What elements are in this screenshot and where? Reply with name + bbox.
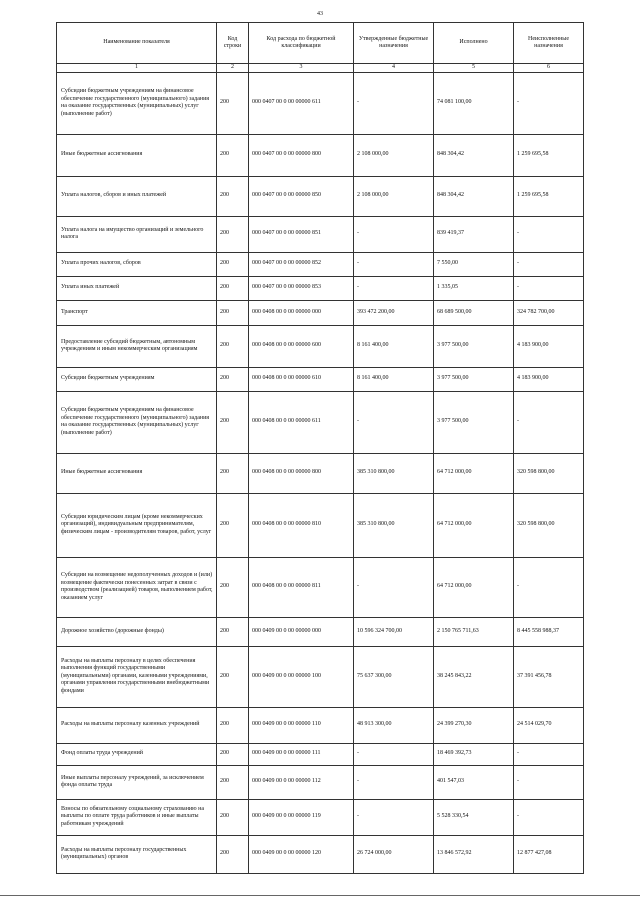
row-expense-code: 000 0409 00 0 00 00000 111 <box>249 743 354 765</box>
row-line-code: 200 <box>217 557 249 617</box>
row-unexecuted-amount: 324 782 700,00 <box>514 300 584 325</box>
row-executed-amount: 64 712 000,00 <box>434 493 514 557</box>
row-line-code: 200 <box>217 493 249 557</box>
column-number: 4 <box>354 64 434 73</box>
row-unexecuted-amount: 320 598 800,00 <box>514 493 584 557</box>
page-number: 43 <box>317 11 323 17</box>
row-executed-amount: 18 469 392,73 <box>434 743 514 765</box>
row-approved-amount: - <box>354 799 434 835</box>
row-unexecuted-amount: - <box>514 391 584 453</box>
row-indicator-name: Иные бюджетные ассигнования <box>57 453 217 493</box>
row-line-code: 200 <box>217 799 249 835</box>
row-indicator-name: Уплата налога на имущество организаций и земельного налога <box>57 216 217 252</box>
row-approved-amount: 2 108 000,00 <box>354 134 434 176</box>
table-row <box>57 557 584 617</box>
table-row <box>57 391 584 453</box>
row-indicator-name: Расходы на выплаты персоналу казенных учреждений <box>57 707 217 743</box>
row-executed-amount: 848 304,42 <box>434 134 514 176</box>
row-approved-amount: 48 913 300,00 <box>354 707 434 743</box>
column-number: 6 <box>514 64 584 73</box>
row-line-code: 200 <box>217 835 249 873</box>
row-expense-code: 000 0409 00 0 00 00000 112 <box>249 765 354 799</box>
row-unexecuted-amount: 1 259 695,58 <box>514 176 584 216</box>
row-expense-code: 000 0409 00 0 00 00000 120 <box>249 835 354 873</box>
table-row <box>57 493 584 557</box>
row-approved-amount: - <box>354 216 434 252</box>
row-executed-amount: 3 977 500,00 <box>434 391 514 453</box>
table-row <box>57 367 584 391</box>
row-approved-amount: 2 108 000,00 <box>354 176 434 216</box>
row-indicator-name: Субсидии на возмещение недополученных доходов и (или) возмещение фактически понесенных затрат в связи с производством (реализацией) товаров, выполнением работ, оказанием услуг <box>57 557 217 617</box>
row-line-code: 200 <box>217 617 249 646</box>
row-unexecuted-amount: 12 877 427,08 <box>514 835 584 873</box>
table-row <box>57 276 584 300</box>
row-indicator-name: Иные бюджетные ассигнования <box>57 134 217 176</box>
row-line-code: 200 <box>217 743 249 765</box>
row-expense-code: 000 0407 00 0 00 00000 611 <box>249 72 354 134</box>
row-unexecuted-amount: - <box>514 557 584 617</box>
row-approved-amount: 8 161 400,00 <box>354 367 434 391</box>
table-row <box>57 835 584 873</box>
table-row <box>57 252 584 276</box>
row-indicator-name: Уплата налогов, сборов и иных платежей <box>57 176 217 216</box>
row-approved-amount: 26 724 000,00 <box>354 835 434 873</box>
header-expense-code: Код расхода по бюджетной классификации <box>249 23 354 64</box>
row-approved-amount: 393 472 200,00 <box>354 300 434 325</box>
row-expense-code: 000 0407 00 0 00 00000 852 <box>249 252 354 276</box>
column-number: 2 <box>217 64 249 73</box>
row-approved-amount: - <box>354 252 434 276</box>
row-executed-amount: 3 977 500,00 <box>434 367 514 391</box>
row-indicator-name: Субсидии бюджетным учреждениям на финансовое обеспечение государственного (муниципального) задания на оказание государственных (муниципальных) услуг (выполнение работ) <box>57 72 217 134</box>
row-unexecuted-amount: 1 259 695,58 <box>514 134 584 176</box>
row-expense-code: 000 0409 00 0 00 00000 119 <box>249 799 354 835</box>
row-unexecuted-amount: 8 445 558 988,37 <box>514 617 584 646</box>
row-unexecuted-amount: - <box>514 72 584 134</box>
table-row <box>57 300 584 325</box>
header-line-code: Код строки <box>217 23 249 64</box>
row-indicator-name: Предоставление субсидий бюджетным, автономным учреждениям и иным некоммерческим организациям <box>57 325 217 367</box>
row-approved-amount: - <box>354 391 434 453</box>
row-indicator-name: Иные выплаты персоналу учреждений, за исключением фонда оплаты труда <box>57 765 217 799</box>
row-executed-amount: 1 335,05 <box>434 276 514 300</box>
row-line-code: 200 <box>217 300 249 325</box>
row-unexecuted-amount: 37 391 456,78 <box>514 646 584 707</box>
row-expense-code: 000 0409 00 0 00 00000 110 <box>249 707 354 743</box>
row-approved-amount: 8 161 400,00 <box>354 325 434 367</box>
row-executed-amount: 64 712 000,00 <box>434 557 514 617</box>
row-unexecuted-amount: - <box>514 252 584 276</box>
row-expense-code: 000 0408 00 0 00 00000 611 <box>249 391 354 453</box>
table-row <box>57 134 584 176</box>
budget-execution-table <box>56 22 584 874</box>
table-row <box>57 176 584 216</box>
table-row <box>57 765 584 799</box>
header-unexecuted: Неисполненные назначения <box>514 23 584 64</box>
page-bottom-rule <box>0 895 640 896</box>
row-approved-amount: - <box>354 743 434 765</box>
row-unexecuted-amount: 4 183 900,00 <box>514 367 584 391</box>
row-indicator-name: Расходы на выплаты персоналу государственных (муниципальных) органов <box>57 835 217 873</box>
row-executed-amount: 839 419,37 <box>434 216 514 252</box>
row-unexecuted-amount: 24 514 029,70 <box>514 707 584 743</box>
row-line-code: 200 <box>217 391 249 453</box>
row-unexecuted-amount: - <box>514 765 584 799</box>
row-line-code: 200 <box>217 176 249 216</box>
row-executed-amount: 13 846 572,92 <box>434 835 514 873</box>
row-approved-amount: - <box>354 72 434 134</box>
row-executed-amount: 24 399 270,30 <box>434 707 514 743</box>
table-body <box>57 72 584 873</box>
row-expense-code: 000 0407 00 0 00 00000 853 <box>249 276 354 300</box>
row-expense-code: 000 0407 00 0 00 00000 800 <box>249 134 354 176</box>
row-executed-amount: 3 977 500,00 <box>434 325 514 367</box>
row-line-code: 200 <box>217 252 249 276</box>
header-approved: Утвержденные бюджетные назначения <box>354 23 434 64</box>
row-executed-amount: 64 712 000,00 <box>434 453 514 493</box>
row-line-code: 200 <box>217 707 249 743</box>
row-line-code: 200 <box>217 216 249 252</box>
table-row <box>57 707 584 743</box>
row-unexecuted-amount: 320 598 800,00 <box>514 453 584 493</box>
row-expense-code: 000 0408 00 0 00 00000 811 <box>249 557 354 617</box>
row-indicator-name: Субсидии бюджетным учреждениям <box>57 367 217 391</box>
row-line-code: 200 <box>217 325 249 367</box>
row-executed-amount: 401 547,03 <box>434 765 514 799</box>
row-expense-code: 000 0407 00 0 00 00000 851 <box>249 216 354 252</box>
row-unexecuted-amount: - <box>514 743 584 765</box>
row-unexecuted-amount: - <box>514 276 584 300</box>
row-indicator-name: Взносы по обязательному социальному страхованию на выплаты по оплате труда работников и иные выплаты работникам учреждений <box>57 799 217 835</box>
column-number: 5 <box>434 64 514 73</box>
row-indicator-name: Уплата прочих налогов, сборов <box>57 252 217 276</box>
table-row <box>57 617 584 646</box>
row-line-code: 200 <box>217 134 249 176</box>
column-number: 3 <box>249 64 354 73</box>
row-indicator-name: Субсидии бюджетным учреждениям на финансовое обеспечение государственного (муниципального) задания на оказание государственных (муниципальных) услуг (выполнение работ) <box>57 391 217 453</box>
row-executed-amount: 848 304,42 <box>434 176 514 216</box>
table-row <box>57 216 584 252</box>
row-line-code: 200 <box>217 646 249 707</box>
table-row <box>57 799 584 835</box>
row-unexecuted-amount: - <box>514 216 584 252</box>
row-executed-amount: 7 550,00 <box>434 252 514 276</box>
row-line-code: 200 <box>217 367 249 391</box>
row-executed-amount: 5 528 330,54 <box>434 799 514 835</box>
row-expense-code: 000 0408 00 0 00 00000 600 <box>249 325 354 367</box>
row-line-code: 200 <box>217 765 249 799</box>
row-unexecuted-amount: - <box>514 799 584 835</box>
row-approved-amount: 75 637 300,00 <box>354 646 434 707</box>
table-row <box>57 325 584 367</box>
row-line-code: 200 <box>217 453 249 493</box>
row-executed-amount: 38 245 843,22 <box>434 646 514 707</box>
row-expense-code: 000 0408 00 0 00 00000 000 <box>249 300 354 325</box>
table-row <box>57 453 584 493</box>
row-executed-amount: 2 150 765 711,63 <box>434 617 514 646</box>
row-executed-amount: 68 689 500,00 <box>434 300 514 325</box>
row-approved-amount: 385 310 800,00 <box>354 453 434 493</box>
row-expense-code: 000 0408 00 0 00 00000 800 <box>249 453 354 493</box>
row-approved-amount: - <box>354 276 434 300</box>
row-executed-amount: 74 081 100,00 <box>434 72 514 134</box>
row-indicator-name: Дорожное хозяйство (дорожные фонды) <box>57 617 217 646</box>
table-header-row <box>57 23 584 64</box>
row-approved-amount: 10 596 324 700,00 <box>354 617 434 646</box>
row-line-code: 200 <box>217 72 249 134</box>
row-expense-code: 000 0407 00 0 00 00000 850 <box>249 176 354 216</box>
row-indicator-name: Уплата иных платежей <box>57 276 217 300</box>
row-indicator-name: Субсидии юридическим лицам (кроме некоммерческих организаций), индивидуальным предпринимателям, физическим лицам - производителям товаров, работ, услуг <box>57 493 217 557</box>
column-number: 1 <box>57 64 217 73</box>
table-row <box>57 646 584 707</box>
header-indicator-name: Наименование показателя <box>57 23 217 64</box>
row-expense-code: 000 0409 00 0 00 00000 000 <box>249 617 354 646</box>
row-unexecuted-amount: 4 183 900,00 <box>514 325 584 367</box>
row-expense-code: 000 0408 00 0 00 00000 610 <box>249 367 354 391</box>
row-approved-amount: - <box>354 557 434 617</box>
column-number-row <box>57 64 584 73</box>
row-approved-amount: 385 310 800,00 <box>354 493 434 557</box>
row-indicator-name: Фонд оплаты труда учреждений <box>57 743 217 765</box>
row-line-code: 200 <box>217 276 249 300</box>
row-approved-amount: - <box>354 765 434 799</box>
table-row <box>57 743 584 765</box>
row-expense-code: 000 0408 00 0 00 00000 810 <box>249 493 354 557</box>
header-executed: Исполнено <box>434 23 514 64</box>
table-row <box>57 72 584 134</box>
row-indicator-name: Транспорт <box>57 300 217 325</box>
row-expense-code: 000 0409 00 0 00 00000 100 <box>249 646 354 707</box>
row-indicator-name: Расходы на выплаты персоналу в целях обеспечения выполнения функций государственными (муниципальными) органами, казенными учреждениями, органами управления государственными внебюджетными фондами <box>57 646 217 707</box>
